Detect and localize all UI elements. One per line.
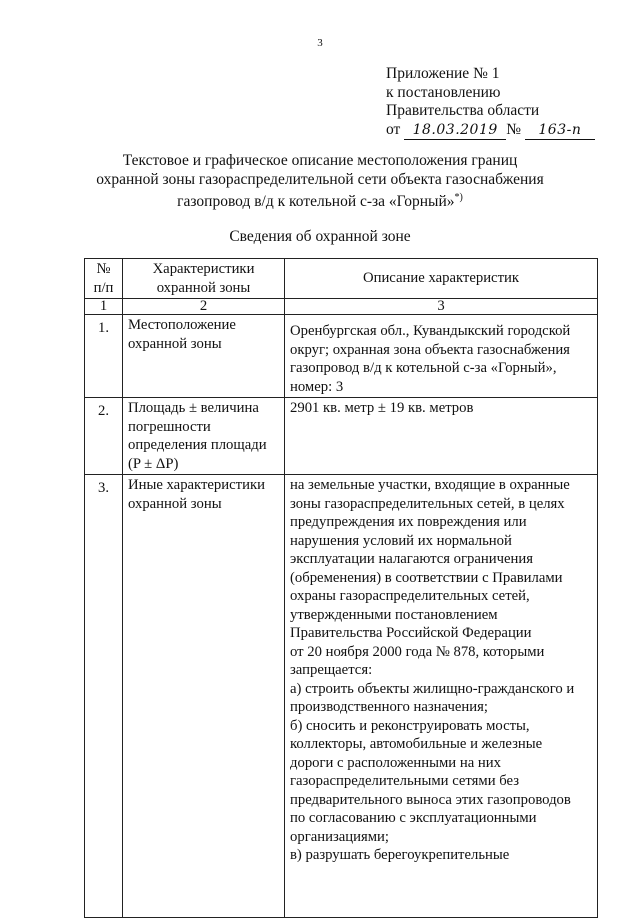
title-line-3	[0, 189, 640, 212]
table-row	[85, 315, 598, 398]
section-title: Сведения об охранной зоне	[229, 228, 411, 245]
protection-zone-table	[84, 258, 598, 918]
table-header-row	[85, 259, 598, 299]
date-prefix: от	[386, 120, 401, 138]
table-row	[85, 398, 598, 475]
header-characteristics: Характеристики охранной зоны	[123, 259, 285, 299]
row-characteristic: Иные характеристики охранной зоны	[123, 475, 285, 918]
column-number: 2	[123, 299, 285, 315]
row-number: 2.	[85, 398, 123, 475]
column-number-row	[85, 299, 598, 315]
handwritten-number: 163-п	[525, 121, 595, 141]
appendix-date-line	[386, 121, 595, 141]
table-row	[85, 475, 598, 918]
row-description: на земельные участки, входящие в охранные зоны газораспределительных сетей, в целях предупреждения их повреждения или нарушения условий их нормальной эксплуатации налагаются ограничения (обременения) в соответствии с Правилами охраны газораспределительных сетей, утвержденными постановлением Правительства Российской Федерации от 20 ноября 2000 года № 878, которыми запрещается: а) строить объекты жилищно-гражданского и производственного назначения; б) сносить и реконструировать мосты, коллекторы, автомобильные и железные дороги с расположенными на них газораспределительными сетями без предварительного выноса этих газопроводов по согласованию с эксплуатационными организациями; в) разрушать берегоукрепительные	[285, 475, 598, 918]
row-description: Оренбургская обл., Кувандыкский городской округ; охранная зона объекта газоснабжения газопровод в/д к котельной с-за «Горный», номер: 3	[285, 315, 598, 398]
page-number: 3	[317, 37, 323, 49]
row-characteristic: Площадь ± величина погрешности определения площади (P ± ΔP)	[123, 398, 285, 475]
handwritten-date: 18.03.2019	[404, 121, 506, 141]
footnote-mark: *)	[454, 192, 463, 204]
title-line-2: охранной зоны газораспределительной сети объекта газоснабжения	[96, 170, 544, 188]
row-description: 2901 кв. метр ± 19 кв. метров	[285, 398, 598, 475]
title-line-3-text: газопровод в/д к котельной с-за «Горный»	[177, 193, 455, 211]
number-sign: №	[506, 120, 521, 138]
appendix-block	[386, 65, 595, 140]
row-characteristic: Местоположение охранной зоны	[123, 315, 285, 398]
appendix-line-3: Правительства области	[386, 102, 540, 119]
column-number: 1	[85, 299, 123, 315]
row-number: 3.	[85, 475, 123, 918]
title-line-1: Текстовое и графическое описание местоположения границ	[122, 152, 518, 169]
document-title	[0, 152, 640, 212]
row-number: 1.	[85, 315, 123, 398]
header-description: Описание характеристик	[285, 259, 598, 299]
header-num: № п/п	[85, 259, 123, 299]
appendix-line-2: к постановлению	[386, 83, 501, 101]
appendix-line-1: Приложение № 1	[386, 65, 500, 82]
column-number: 3	[285, 299, 598, 315]
